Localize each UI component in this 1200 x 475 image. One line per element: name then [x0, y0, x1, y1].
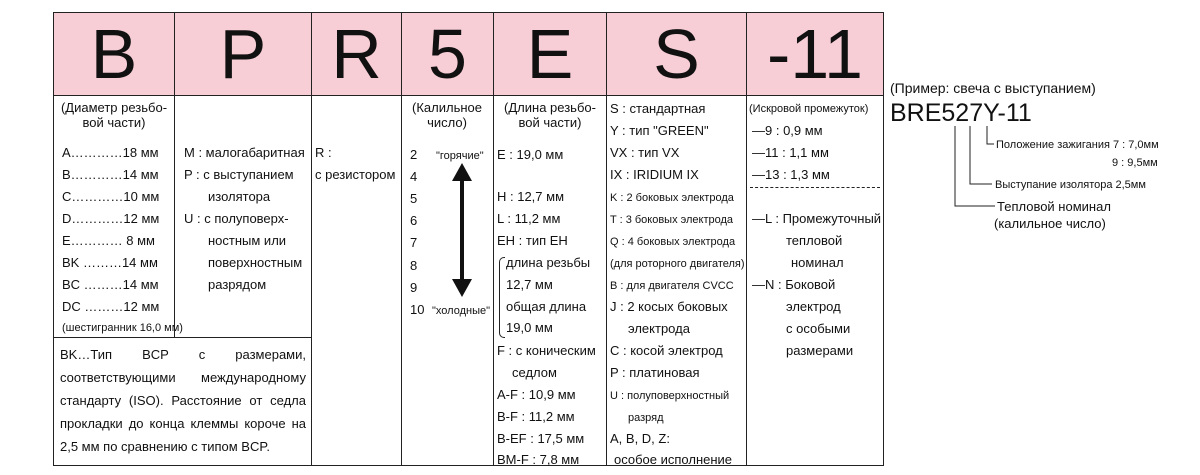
diameter-row: E………… 8 мм — [62, 233, 155, 248]
heat-number: 10 — [410, 302, 425, 317]
construction-row: U : полуповерхностный — [610, 390, 730, 402]
construction-row: разряд — [628, 412, 664, 424]
thread-row: 12,7 мм — [506, 277, 553, 292]
gap-title: (Искровой промежуток) — [749, 103, 869, 115]
type-row: M : малогабаритная — [184, 145, 305, 160]
construction-row: A, B, D, Z: — [610, 431, 670, 446]
thread-row: BM-F : 7,8 мм — [497, 452, 580, 467]
divider — [493, 96, 494, 466]
cold-label: "холодные" — [432, 305, 490, 317]
gap-row: —9 : 0,9 мм — [752, 123, 823, 138]
gap-row: —11 : 1,1 мм — [752, 145, 829, 160]
col1-title-line: вой части) — [82, 115, 146, 130]
type-row: изолятора — [208, 189, 271, 204]
construction-row: Y : тип "GREEN" — [610, 123, 709, 138]
example-leader-lines — [940, 126, 1000, 216]
heat-range-arrow-icon — [450, 163, 474, 297]
gap-note: номинал — [791, 255, 844, 270]
type-row: P : с выступанием — [184, 167, 294, 182]
heat-title-line: число) — [427, 115, 467, 130]
construction-row: электрода — [628, 321, 690, 336]
gap-note: размерами — [786, 343, 854, 358]
thread-row: седлом — [512, 365, 557, 380]
gap-note: с особыми — [786, 321, 851, 336]
header-cell-diameter: B — [53, 12, 175, 96]
construction-row: K : 2 боковых электрода — [610, 192, 734, 204]
example-code: BRE527Y-11 — [890, 99, 1032, 127]
diameter-row: A…………18 мм — [62, 145, 159, 160]
construction-row: T : 3 боковых электрода — [610, 214, 734, 226]
diameter-footnote: (шестигранник 16,0 мм) — [62, 322, 183, 334]
construction-row: (для роторного двигателя) — [610, 258, 745, 270]
col1-title-line: (Диаметр резьбо- — [60, 100, 168, 115]
thread-row: B-F : 11,2 мм — [497, 409, 575, 424]
divider-dashed — [750, 187, 880, 188]
type-row: ностным или — [208, 233, 287, 248]
thread-row: F : с коническим — [497, 343, 596, 358]
heat-title-line: (Калильное — [412, 100, 482, 115]
diameter-row: B…………14 мм — [62, 167, 159, 182]
gap-note: —N : Боковой — [752, 277, 836, 292]
hot-label: "горячие" — [436, 150, 484, 162]
diameter-row: D…………12 мм — [62, 211, 160, 226]
divider — [746, 96, 747, 466]
thread-row: E : 19,0 мм — [497, 147, 564, 162]
divider — [311, 96, 312, 466]
diameter-row: BC ………14 мм — [62, 277, 159, 292]
type-row: U : с полуповерх- — [184, 211, 289, 226]
heat-number: 4 — [410, 169, 418, 184]
header-cell-heat-range: 5 — [401, 12, 494, 96]
diameter-row: C…………10 мм — [62, 189, 160, 204]
header-cell-thread-length: E — [493, 12, 607, 96]
thread-row: EH : тип EH — [497, 233, 568, 248]
thread-row: L : 11,2 мм — [497, 211, 561, 226]
divider — [53, 337, 311, 338]
gap-note: —L : Промежуточный — [752, 211, 882, 226]
construction-row: B : для двигателя CVCC — [610, 280, 734, 292]
construction-row: S : стандартная — [610, 101, 706, 116]
construction-row: C : косой электрод — [610, 343, 723, 358]
thread-row: общая длина — [506, 299, 587, 314]
construction-row: P : платиновая — [610, 365, 700, 380]
divider — [401, 96, 402, 466]
header-cell-type: P — [174, 12, 312, 96]
divider — [606, 96, 607, 466]
thread-title-line: (Длина резьбо- — [504, 100, 596, 115]
heat-number: 5 — [410, 191, 418, 206]
example-label: 9 : 9,5мм — [1112, 157, 1158, 169]
construction-row: VX : тип VX — [610, 145, 680, 160]
example-title: (Пример: свеча с выступанием) — [890, 80, 1096, 96]
thread-row: 19,0 мм — [506, 320, 553, 335]
thread-title-line: вой части) — [518, 115, 582, 130]
heat-number: 6 — [410, 213, 418, 228]
type-row: поверхностным — [208, 255, 303, 270]
bk-note: BK…Тип BCP с размерами, соответствующими международному стандарту (ISO). Расстояние от седла прокладки до конца клеммы короче на 2,5 мм по сравнению с типом BCP. — [60, 347, 306, 454]
example-label: Тепловой номинал — [997, 199, 1111, 214]
divider — [174, 96, 175, 337]
resistor-label: с резистором — [315, 167, 396, 182]
header-cell-gap: -11 — [746, 12, 884, 96]
thread-row: B-EF : 17,5 мм — [497, 431, 585, 446]
example-label: Положение зажигания 7 : 7,0мм — [996, 139, 1159, 151]
gap-row: —13 : 1,3 мм — [752, 167, 830, 182]
diameter-row: DC ………12 мм — [62, 299, 160, 314]
construction-row: IX : IRIDIUM IX — [610, 167, 699, 182]
bracket — [499, 257, 505, 338]
header-cell-resistor: R — [311, 12, 402, 96]
resistor-label: R : — [315, 145, 332, 160]
thread-row: H : 12,7 мм — [497, 189, 565, 204]
header-cell-construction: S — [606, 12, 747, 96]
heat-number: 8 — [410, 258, 418, 273]
construction-row: Q : 4 боковых электрода — [610, 236, 736, 248]
gap-note: тепловой — [786, 233, 843, 248]
type-row: разрядом — [208, 277, 267, 292]
thread-row: A-F : 10,9 мм — [497, 387, 576, 402]
heat-number: 2 — [410, 147, 418, 162]
heat-number: 7 — [410, 235, 418, 250]
construction-row: J : 2 косых боковых — [610, 299, 728, 314]
example-label: (калильное число) — [994, 216, 1106, 231]
example-label: Выступание изолятора 2,5мм — [995, 179, 1146, 191]
construction-row: особое исполнение — [614, 452, 733, 467]
thread-row: длина резьбы — [506, 255, 591, 270]
gap-note: электрод — [786, 299, 841, 314]
diameter-row: BK ………14 мм — [62, 255, 158, 270]
heat-number: 9 — [410, 280, 418, 295]
